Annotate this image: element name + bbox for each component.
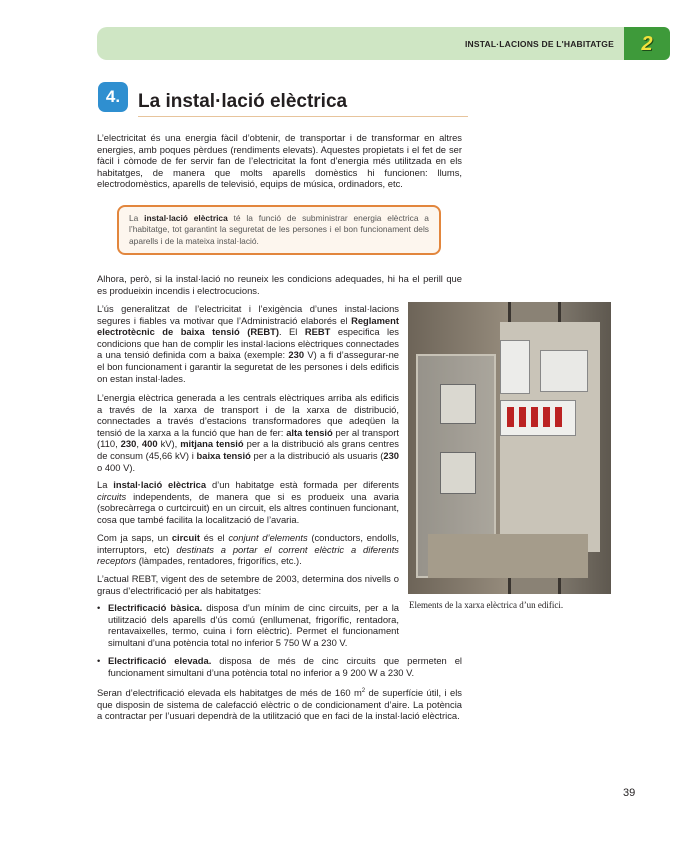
bullet-elevated-text: Electrificació elevada. disposa de més de cinc circuits que permeten el funcionament simultani d’una potència total no inferior a 9 200 W a 230 V. [108, 655, 462, 678]
header-bar [97, 27, 624, 60]
electric-meter [440, 384, 476, 424]
energy-paragraph: L’energia elèctrica generada a les centrals elèctriques arriba als edificis a través de la xarxa de transport i de la xarxa de distribució, connectades a través d’estacions transformadores que adeqüen la tensió de la xarxa a la funció que han de fer: alta tensió per al transport (110, 230, 400 kV), mitjana tensió per a la distribució als grans centres de consum (45,66 kV) i baixa tensió per a la distribució als usuaris (230 o 400 V). [97, 392, 400, 473]
bullet-dot-icon: • [97, 655, 101, 666]
control-switch [540, 350, 588, 392]
installation-paragraph: La instal·lació elèctrica d’un habitatge està formada per diferents circuits independents, de manera que si es produeix una avaria (sobrecàrrega o curtcircuit) en un circuit, els altres continuen funcionant, cosa que també facilita la localització de l’avaria. [97, 479, 399, 525]
bullet-dot-icon: • [97, 602, 101, 613]
callout-text-pre: La [129, 213, 145, 223]
electric-meter [440, 452, 476, 494]
risk-paragraph: Alhora, però, si la instal·lació no reuneix les condicions adequades, hi ha el perill que es produeixin incendis i electrocucions. [97, 273, 462, 296]
callout-text-post: té la funció de subministrar energia elèctrica a l’habitatge, tot garantint la seguretat de les persones i el bon funcionament dels aparells i de la mateixa instal·lació. [129, 213, 429, 246]
electrical-panel-photo [408, 302, 611, 594]
page-number: 39 [623, 787, 636, 799]
levels-paragraph: L’actual REBT, vigent des de setembre de 2003, determina dos nivells o graus d’electrificació per als habitatges: [97, 573, 399, 596]
circuit-breakers [500, 400, 576, 436]
intro-paragraph: L’electricitat és una energia fàcil d’obtenir, de transportar i de transformar en altres energies, amb poques pèrdues (rendiments elevats). Aquestes propietats i el fet de ser fàcil i còmode de fer servir fan de l’electricitat la font d’energia més utilitzada en els habitatges, de manera que molts aparells domèstics hi funcionen: llums, electrodomèstics, aparells de televisió, equips de música, ordinadors, etc. [97, 132, 462, 190]
photo-caption: Elements de la xarxa elèctrica d’un edifici. [409, 600, 564, 610]
title-underline [138, 116, 468, 117]
section-title: La instal·lació elèctrica [138, 91, 348, 112]
control-switch [500, 340, 530, 394]
running-header-title: INSTAL·LACIONS DE L'HABITATGE [464, 39, 614, 49]
definition-callout [117, 205, 441, 255]
section-number-badge: 4. [98, 82, 128, 112]
circuit-paragraph: Com ja saps, un circuit és el conjunt d’elements (conductors, endolls, interruptors, etc) destinats a portar el corrent elèctric a diferents receptors (làmpades, rentadores, frigorífics, etc.). [97, 532, 399, 567]
chapter-tab [624, 27, 670, 60]
final-paragraph: Seran d’electrificació elevada els habitatges de més de 160 $m^2$ de superfície útil, i els que disposin de sistema de calefacció elèctric o de condicionament d’aire. La potència a contractar per l’usuari dependrà de la utilització que en faci de la instal·lació elèctrica. [97, 687, 462, 722]
chapter-number: 2 [641, 33, 653, 55]
callout-term: instal·lació elèctrica [144, 213, 228, 223]
bullet-basic-text: Electrificació bàsica. disposa d’un mínim de cinc circuits, per a la utilització dels aparells d’ús comú (enllumenat, frigorífic, rentadora, rentavaixelles, termo, cuina i forn elèctric). Permet el funcionament simultani d’una potència total no inferior 5 750 W a 230 V. [108, 602, 399, 648]
rebt-paragraph: L’ús generalitzat de l’electricitat i l’exigència d’unes instal·lacions segures i fiables va motivar que l’Administració elaborés el Reglament electrotècnic de baixa tensió (REBT). El REBT especifica les condicions que han de complir les instal·lacions elèctriques connectades a una tensió definida com a baixa (exemple: 230 V) a fi d’assegurar-ne el bon funcionament i garantir la seguretat de les persones i dels edificis on estan instal·lades. [97, 303, 399, 384]
